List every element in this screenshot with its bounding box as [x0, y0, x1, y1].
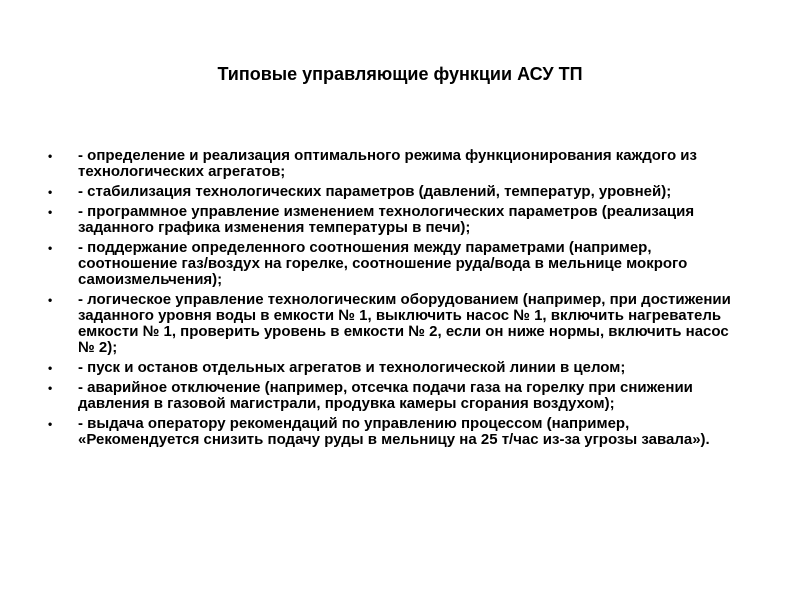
- list-item-text: - стабилизация технологических параметров (давлений, температур, уровней);: [78, 183, 672, 200]
- list-item: [48, 148, 748, 180]
- list-item: [48, 360, 748, 376]
- bullet-icon: •: [48, 361, 53, 375]
- bullet-icon: •: [48, 241, 53, 255]
- list-item: [48, 184, 748, 200]
- list-item-text: - поддержание определенного соотношения между параметрами (например, соотношение газ/воздух на горелке, соотношение руда/вода в мельнице мокрого самоизмельчения);: [78, 239, 688, 288]
- bullet-icon: •: [48, 149, 53, 163]
- list-item: [48, 292, 748, 356]
- list-item-text: - выдача оператору рекомендаций по управлению процессом (например, «Рекомендуется снизить подачу руды в мельницу на 25 т/час из-за угрозы завала»).: [78, 415, 710, 448]
- bullet-icon: •: [48, 185, 53, 199]
- list-item: [48, 240, 748, 288]
- list-item: [48, 380, 748, 412]
- list-item: [48, 204, 748, 236]
- bullet-icon: •: [48, 381, 53, 395]
- list-item-text: - аварийное отключение (например, отсечка подачи газа на горелку при снижении давления в газовой магистрали, продувка камеры сгорания воздухом);: [78, 379, 693, 412]
- list-item: [48, 416, 748, 448]
- bullet-icon: •: [48, 293, 53, 307]
- list-item-text: - пуск и останов отдельных агрегатов и технологической линии в целом;: [78, 359, 626, 376]
- list-item-text: - логическое управление технологическим оборудованием (например, при достижении заданного уровня воды в емкости № 1, выключить насос № 1, включить нагреватель емкости № 1, проверить уровень в емкости № 2, если он ниже нормы, включить насос № 2);: [78, 291, 731, 356]
- list-item-text: - программное управление изменением технологических параметров (реализация заданного графика изменения температуры в печи);: [78, 203, 695, 236]
- bullet-icon: •: [48, 417, 53, 431]
- bullet-list: [48, 148, 748, 452]
- list-item-text: - определение и реализация оптимального режима функционирования каждого из технологических агрегатов;: [78, 147, 697, 180]
- slide-title: Типовые управляющие функции АСУ ТП: [217, 64, 583, 84]
- bullet-icon: •: [48, 205, 53, 219]
